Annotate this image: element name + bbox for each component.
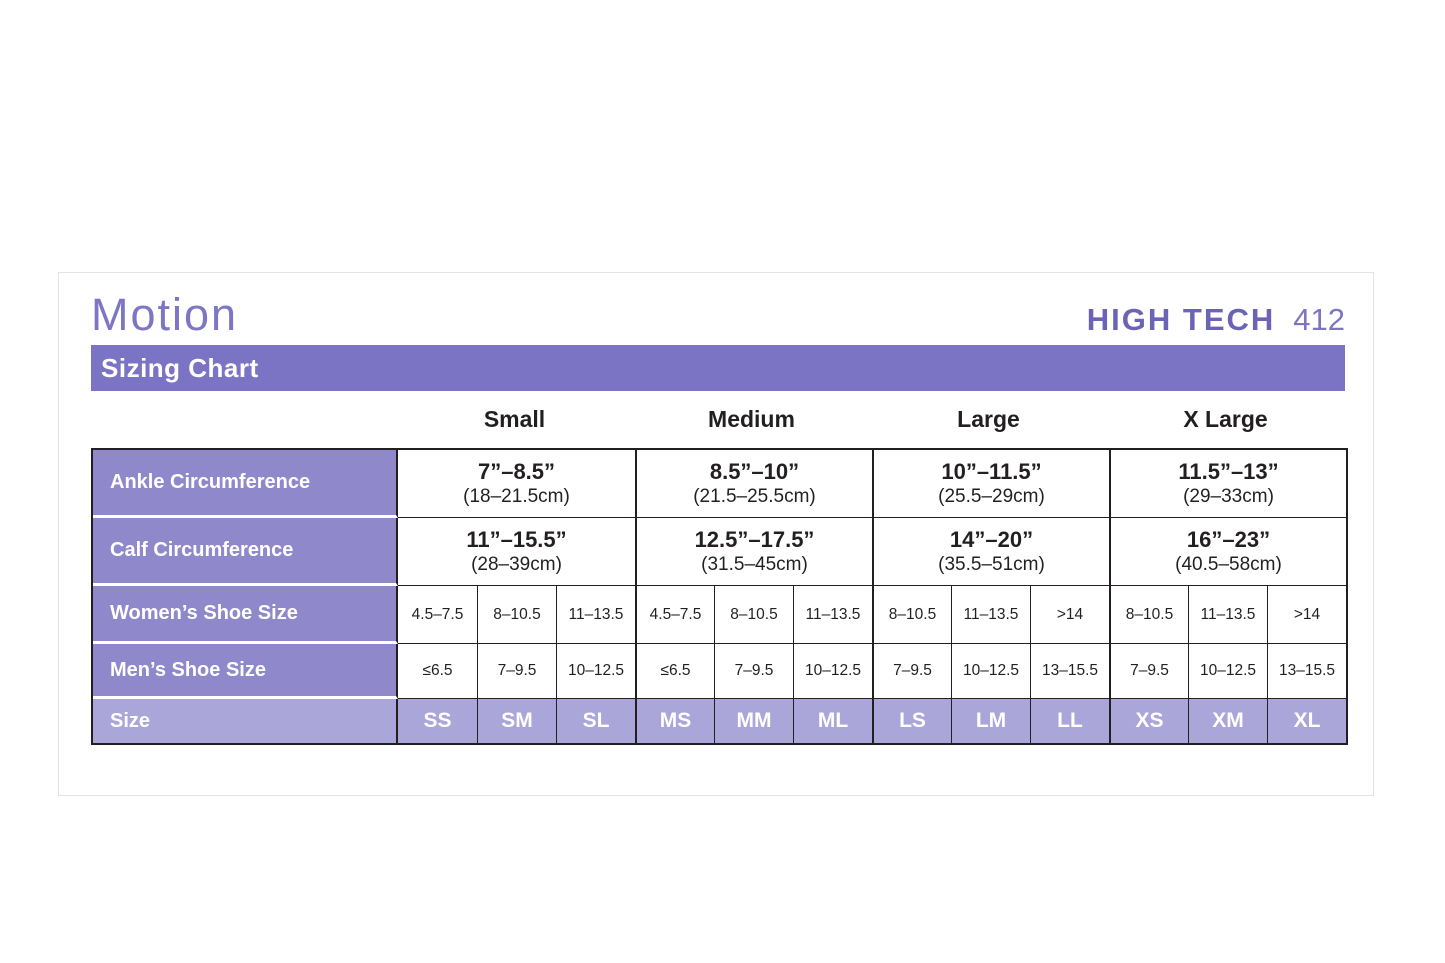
cm-value: (21.5–25.5cm) <box>693 486 816 507</box>
size-code-cell: XM <box>1188 699 1267 743</box>
size-code-cell: LM <box>951 699 1030 743</box>
cm-value: (31.5–45cm) <box>701 554 808 575</box>
mens-shoe-cell: ≤6.5 <box>398 644 477 699</box>
size-code-cell: SM <box>477 699 556 743</box>
cm-value: (28–39cm) <box>471 554 562 575</box>
womens-shoe-cell: 8–10.5 <box>477 586 556 644</box>
row-label-size: Size <box>93 699 398 743</box>
womens-shoe-cell: 11–13.5 <box>1188 586 1267 644</box>
size-code-cell: SL <box>556 699 635 743</box>
ankle-range-cell <box>872 450 1109 518</box>
mens-shoe-cell: 10–12.5 <box>556 644 635 699</box>
womens-shoe-cell: >14 <box>1030 586 1109 644</box>
size-code-cell: MM <box>714 699 793 743</box>
womens-shoe-cell: 4.5–7.5 <box>635 586 714 644</box>
row-label-womens-shoe: Women’s Shoe Size <box>93 586 398 644</box>
inches-value: 12.5”–17.5” <box>694 527 815 552</box>
calf-range-cell <box>1109 518 1346 586</box>
row-label-mens-shoe: Men’s Shoe Size <box>93 644 398 699</box>
womens-shoe-cell: 11–13.5 <box>951 586 1030 644</box>
sizing-chart-card <box>58 272 1374 796</box>
column-header-large: Large <box>957 406 1020 432</box>
calf-range-cell <box>398 518 635 586</box>
cm-value: (18–21.5cm) <box>463 486 570 507</box>
size-column-headers <box>91 391 1345 448</box>
mens-shoe-cell: 7–9.5 <box>714 644 793 699</box>
womens-shoe-cell: >14 <box>1267 586 1346 644</box>
column-header-small: Small <box>483 406 546 432</box>
size-code-cell: SS <box>398 699 477 743</box>
mens-shoe-cell: 7–9.5 <box>1109 644 1188 699</box>
column-header-medium: Medium <box>708 406 795 432</box>
cm-value: (25.5–29cm) <box>938 486 1045 507</box>
sizing-table <box>91 448 1348 745</box>
size-code-cell: LL <box>1030 699 1109 743</box>
cm-value: (29–33cm) <box>1183 486 1274 507</box>
inches-value: 14”–20” <box>949 527 1034 552</box>
product-name <box>1087 302 1345 338</box>
product-number-label: 412 <box>1293 302 1345 337</box>
sizing-chart-bar <box>91 345 1345 391</box>
ankle-range-cell <box>635 450 872 518</box>
womens-shoe-cell: 8–10.5 <box>872 586 951 644</box>
size-code-cell: LS <box>872 699 951 743</box>
row-label-calf: Calf Circumference <box>93 518 398 586</box>
ankle-range-cell <box>398 450 635 518</box>
size-code-cell: XL <box>1267 699 1346 743</box>
inches-value: 11”–15.5” <box>466 527 567 552</box>
mens-shoe-cell: 10–12.5 <box>1188 644 1267 699</box>
inches-value: 8.5”–10” <box>709 459 800 484</box>
inches-value: 11.5”–13” <box>1178 459 1279 484</box>
womens-shoe-cell: 8–10.5 <box>714 586 793 644</box>
calf-range-cell <box>635 518 872 586</box>
womens-shoe-cell: 4.5–7.5 <box>398 586 477 644</box>
cm-value: (40.5–58cm) <box>1175 554 1282 575</box>
womens-shoe-cell: 8–10.5 <box>1109 586 1188 644</box>
inches-value: 10”–11.5” <box>941 459 1042 484</box>
mens-shoe-cell: 10–12.5 <box>793 644 872 699</box>
womens-shoe-cell: 11–13.5 <box>793 586 872 644</box>
inches-value: 7”–8.5” <box>477 459 556 484</box>
row-label-ankle: Ankle Circumference <box>93 450 398 518</box>
mens-shoe-cell: 7–9.5 <box>872 644 951 699</box>
title-row <box>91 273 1345 345</box>
ankle-range-cell <box>1109 450 1346 518</box>
column-header-xlarge: X Large <box>1183 406 1268 432</box>
inches-value: 16”–23” <box>1186 527 1271 552</box>
cm-value: (35.5–51cm) <box>938 554 1045 575</box>
womens-shoe-cell: 11–13.5 <box>556 586 635 644</box>
size-code-cell: XS <box>1109 699 1188 743</box>
calf-range-cell <box>872 518 1109 586</box>
sizing-chart-title: Sizing Chart <box>101 352 259 383</box>
size-code-cell: ML <box>793 699 872 743</box>
mens-shoe-cell: 10–12.5 <box>951 644 1030 699</box>
mens-shoe-cell: 13–15.5 <box>1267 644 1346 699</box>
product-line-label: HIGH TECH <box>1086 302 1276 337</box>
mens-shoe-cell: 7–9.5 <box>477 644 556 699</box>
mens-shoe-cell: 13–15.5 <box>1030 644 1109 699</box>
size-code-cell: MS <box>635 699 714 743</box>
mens-shoe-cell: ≤6.5 <box>635 644 714 699</box>
brand-title: Motion <box>91 289 239 340</box>
